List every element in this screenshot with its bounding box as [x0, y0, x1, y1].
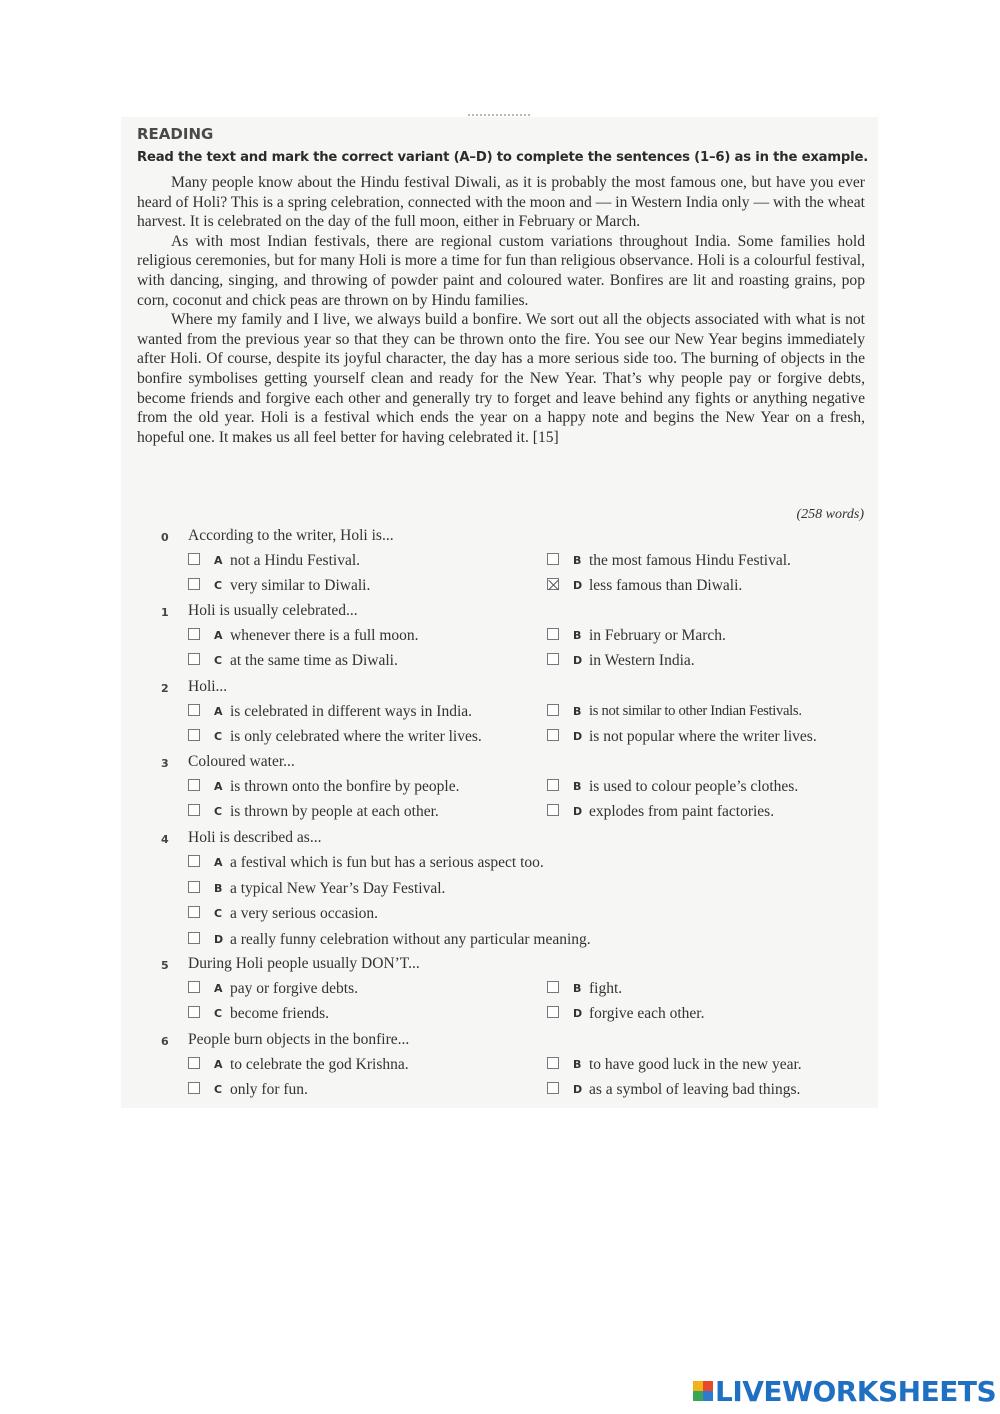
word-count: (258 words): [796, 507, 864, 522]
checkbox-icon[interactable]: [188, 855, 200, 867]
checkbox-icon[interactable]: [547, 1082, 559, 1094]
option-text: is not popular where the writer lives.: [589, 728, 817, 745]
option-letter: D: [214, 932, 224, 946]
checkbox-icon[interactable]: [547, 1006, 559, 1018]
option-letter: B: [573, 780, 582, 793]
option-text: is used to colour people’s clothes.: [589, 778, 799, 795]
option-text: in February or March.: [589, 627, 726, 644]
question-number: 3: [161, 757, 169, 770]
option-letter: C: [214, 1083, 223, 1096]
option-letter: D: [573, 805, 583, 818]
option-letter: B: [573, 554, 582, 567]
option-letter: C: [214, 805, 223, 818]
checkbox-icon[interactable]: [188, 906, 200, 918]
option-text: is only celebrated where the writer lives.: [230, 728, 482, 745]
option-letter: A: [214, 856, 223, 869]
option-text: is thrown by people at each other.: [230, 803, 439, 820]
liveworksheets-logo-icon: [693, 1381, 713, 1401]
option-letter: C: [214, 579, 223, 592]
checkbox-icon[interactable]: [188, 804, 200, 816]
option-text: is thrown onto the bonfire by people.: [230, 778, 460, 795]
option-text: become friends.: [230, 1005, 329, 1022]
question-number: 5: [161, 959, 169, 972]
option-letter: B: [573, 1058, 582, 1071]
checkbox-icon[interactable]: [547, 653, 559, 665]
option-text: at the same time as Diwali.: [230, 652, 398, 669]
question-number: 1: [161, 606, 169, 619]
checkbox-icon[interactable]: [547, 553, 559, 565]
option-letter: D: [573, 730, 583, 743]
option-letter: A: [214, 780, 223, 793]
option-text: a festival which is fun but has a serious aspect too.: [230, 854, 544, 871]
option-text: not a Hindu Festival.: [230, 552, 361, 569]
option-letter: A: [214, 982, 223, 995]
option-text: is not similar to other Indian Festivals.: [589, 703, 802, 719]
option-text: in Western India.: [589, 652, 695, 669]
checkbox-icon[interactable]: [188, 729, 200, 741]
question-stem: Coloured water...: [188, 753, 295, 770]
checkbox-icon[interactable]: [188, 1082, 200, 1094]
question-number: 6: [161, 1035, 169, 1048]
option-text: very similar to Diwali.: [230, 577, 371, 594]
checkbox-icon[interactable]: [188, 653, 200, 665]
question-stem: Holi is described as...: [188, 829, 322, 846]
option-text: to celebrate the god Krishna.: [230, 1056, 409, 1073]
instruction-text: Read the text and mark the correct variant (A–D) to complete the sentences (1–6) as in the example.: [137, 150, 869, 165]
logo-square: [703, 1381, 713, 1391]
option-letter: D: [573, 1007, 583, 1020]
reading-passage: [137, 173, 865, 447]
option-text: whenever there is a full moon.: [230, 627, 419, 644]
passage-paragraph: As with most Indian festivals, there are regional custom variations throughout India. Some families hold religious ceremonies, but for many Holi is more a time for fun than religious observance. Holi is a colourful festival, with dancing, singing, and throwing of powder paint and coloured water. Bonfires are lit and roasting grains, pop corn, coconut and chick peas are thrown on by Hindu families.: [137, 232, 865, 309]
option-letter: C: [214, 907, 223, 920]
option-text: forgive each other.: [589, 1005, 705, 1022]
logo-square: [693, 1381, 703, 1391]
checkbox-icon[interactable]: [547, 804, 559, 816]
checkbox-icon[interactable]: [547, 704, 559, 716]
option-letter: A: [214, 554, 223, 567]
option-letter: B: [573, 982, 582, 995]
checkbox-icon[interactable]: [547, 729, 559, 741]
checkbox-icon[interactable]: [547, 1057, 559, 1069]
checkbox-icon[interactable]: [188, 932, 200, 944]
passage-paragraph: Where my family and I live, we always build a bonfire. We sort out all the objects associated with what is not wanted from the previous year so that they can be thrown onto the fire. You see our New Year begins immediately after Holi. Of course, despite its joyful character, the day has a more serious side too. The burning of objects in the bonfire symbolises getting yourself clean and ready for the New Year. That’s why people pay or forgive debts, become friends and forgive each other and generally try to forget and leave behind any fights or anything negative from the old year. Holi is a festival which ends the year on a happy note and begins the New Year on a fresh, hopeful one. It makes us all feel better for having celebrated it. [15]: [137, 311, 865, 446]
option-text: a typical New Year’s Day Festival.: [230, 879, 446, 897]
option-text: pay or forgive debts.: [230, 980, 358, 997]
checkbox-icon[interactable]: [188, 779, 200, 791]
checkbox-icon[interactable]: [188, 704, 200, 716]
checkbox-icon[interactable]: [188, 578, 200, 590]
checkbox-icon[interactable]: [547, 779, 559, 791]
option-text: as a symbol of leaving bad things.: [589, 1081, 801, 1098]
option-letter: B: [573, 705, 582, 718]
option-text: only for fun.: [230, 1081, 308, 1098]
option-letter: C: [214, 730, 223, 743]
option-text: the most famous Hindu Festival.: [589, 552, 791, 569]
checkbox-icon[interactable]: [188, 881, 200, 893]
option-letter: A: [214, 1058, 223, 1071]
checkbox-icon[interactable]: [188, 1057, 200, 1069]
option-letter: B: [573, 629, 582, 642]
option-letter: C: [214, 654, 223, 667]
option-letter: B: [214, 881, 223, 895]
option-text: explodes from paint factories.: [589, 803, 775, 820]
page-top-mark: [468, 114, 530, 120]
checked-checkbox-icon[interactable]: [547, 578, 559, 590]
checkbox-icon[interactable]: [188, 981, 200, 993]
option-letter: A: [214, 629, 223, 642]
logo-square: [703, 1391, 713, 1401]
option-text: less famous than Diwali.: [589, 577, 743, 594]
option-text: is celebrated in different ways in India.: [230, 703, 473, 720]
option-text: a very serious occasion.: [230, 905, 379, 922]
question-number: 2: [161, 682, 169, 695]
passage-paragraph: Many people know about the Hindu festival Diwali, as it is probably the most famous one, but have you ever heard of Holi? This is a spring celebration, connected with the moon and — in Western India only — with the wheat harvest. It is celebrated on the day of the full moon, either in February or March.: [137, 174, 865, 231]
question-stem: During Holi people usually DON’T...: [188, 955, 420, 972]
question-stem: Holi is usually celebrated...: [188, 602, 358, 619]
option-letter: D: [573, 1083, 583, 1096]
option-letter: D: [573, 579, 583, 592]
option-text: to have good luck in the new year.: [589, 1056, 802, 1073]
question-stem: Holi...: [188, 678, 228, 695]
option-letter: C: [214, 1007, 223, 1020]
option-text: a really funny celebration without any particular meaning.: [230, 930, 591, 948]
checkbox-icon[interactable]: [188, 1006, 200, 1018]
question-stem: According to the writer, Holi is...: [188, 527, 394, 544]
brand-wordmark: LIVEWORKSHEETS: [715, 1374, 997, 1408]
question-stem: People burn objects in the bonfire...: [188, 1031, 410, 1048]
option-letter: A: [214, 705, 223, 718]
option-text: fight.: [589, 980, 623, 997]
checkbox-icon[interactable]: [547, 981, 559, 993]
question-number: 4: [161, 833, 169, 846]
checkbox-icon[interactable]: [188, 553, 200, 565]
question-number: 0: [161, 531, 169, 544]
checkbox-icon[interactable]: [547, 628, 559, 640]
checkbox-icon[interactable]: [188, 628, 200, 640]
liveworksheets-brand: [693, 1376, 996, 1406]
option-letter: D: [573, 654, 583, 667]
section-heading: READING: [137, 125, 214, 143]
logo-square: [693, 1391, 703, 1401]
